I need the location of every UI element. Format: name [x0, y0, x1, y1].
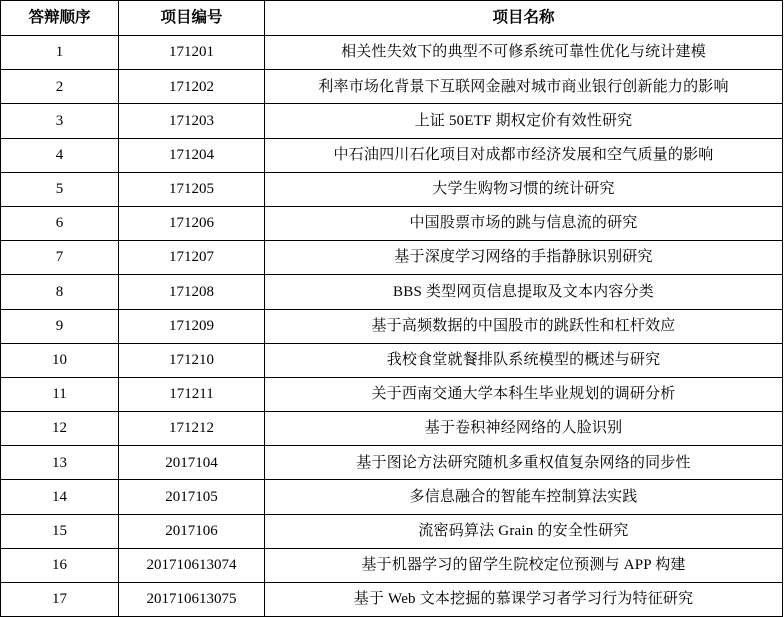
cell-order: 6	[1, 206, 119, 240]
table-row	[1, 241, 783, 275]
cell-project-id: 171205	[119, 172, 265, 206]
cell-order: 2	[1, 70, 119, 104]
cell-project-id: 171203	[119, 104, 265, 138]
cell-project-id: 201710613074	[119, 548, 265, 582]
cell-order: 1	[1, 36, 119, 70]
table-row	[1, 36, 783, 70]
column-header-project-id: 项目编号	[119, 1, 265, 36]
cell-project-title: 基于图论方法研究随机多重权值复杂网络的同步性	[265, 446, 783, 480]
cell-project-id: 2017106	[119, 514, 265, 548]
table-row	[1, 138, 783, 172]
table-row	[1, 480, 783, 514]
table-header-row	[1, 1, 783, 36]
cell-project-title: 基于机器学习的留学生院校定位预测与 APP 构建	[265, 548, 783, 582]
cell-project-title: 多信息融合的智能车控制算法实践	[265, 480, 783, 514]
cell-project-id: 171204	[119, 138, 265, 172]
table-row	[1, 548, 783, 582]
table-row	[1, 206, 783, 240]
cell-project-id: 2017105	[119, 480, 265, 514]
cell-project-id: 171211	[119, 377, 265, 411]
cell-order: 16	[1, 548, 119, 582]
table-row	[1, 172, 783, 206]
cell-project-title: 相关性失效下的典型不可修系统可靠性优化与统计建模	[265, 36, 783, 70]
cell-order: 8	[1, 275, 119, 309]
cell-order: 5	[1, 172, 119, 206]
cell-project-title: 基于卷积神经网络的人脸识别	[265, 412, 783, 446]
cell-order: 12	[1, 412, 119, 446]
cell-order: 10	[1, 343, 119, 377]
cell-project-title: 中国股票市场的跳与信息流的研究	[265, 206, 783, 240]
cell-project-title: 上证 50ETF 期权定价有效性研究	[265, 104, 783, 138]
table-row	[1, 412, 783, 446]
table-row	[1, 583, 783, 617]
cell-order: 4	[1, 138, 119, 172]
cell-project-id: 171210	[119, 343, 265, 377]
table-row	[1, 377, 783, 411]
cell-order: 17	[1, 583, 119, 617]
cell-order: 11	[1, 377, 119, 411]
table-row	[1, 514, 783, 548]
cell-order: 15	[1, 514, 119, 548]
column-header-order: 答辩顺序	[1, 1, 119, 36]
cell-order: 7	[1, 241, 119, 275]
cell-project-title: 基于高频数据的中国股市的跳跃性和杠杆效应	[265, 309, 783, 343]
cell-order: 14	[1, 480, 119, 514]
table-row	[1, 343, 783, 377]
cell-project-title: 我校食堂就餐排队系统模型的概述与研究	[265, 343, 783, 377]
cell-project-title: 流密码算法 Grain 的安全性研究	[265, 514, 783, 548]
cell-order: 13	[1, 446, 119, 480]
table-row	[1, 275, 783, 309]
cell-project-id: 171201	[119, 36, 265, 70]
cell-project-title: BBS 类型网页信息提取及文本内容分类	[265, 275, 783, 309]
cell-project-id: 171208	[119, 275, 265, 309]
cell-project-id: 171209	[119, 309, 265, 343]
cell-project-id: 171212	[119, 412, 265, 446]
cell-project-id: 201710613075	[119, 583, 265, 617]
table-body	[1, 36, 783, 617]
cell-order: 9	[1, 309, 119, 343]
cell-project-title: 大学生购物习惯的统计研究	[265, 172, 783, 206]
cell-project-title: 基于 Web 文本挖掘的慕课学习者学习行为特征研究	[265, 583, 783, 617]
cell-project-id: 171206	[119, 206, 265, 240]
table-header	[1, 1, 783, 36]
table-row	[1, 70, 783, 104]
column-header-project-title: 项目名称	[265, 1, 783, 36]
cell-project-id: 171202	[119, 70, 265, 104]
cell-project-title: 中石油四川石化项目对成都市经济发展和空气质量的影响	[265, 138, 783, 172]
table-row	[1, 104, 783, 138]
table-row	[1, 309, 783, 343]
cell-order: 3	[1, 104, 119, 138]
cell-project-title: 基于深度学习网络的手指静脉识别研究	[265, 241, 783, 275]
cell-project-id: 2017104	[119, 446, 265, 480]
table-row	[1, 446, 783, 480]
cell-project-title: 关于西南交通大学本科生毕业规划的调研分析	[265, 377, 783, 411]
cell-project-title: 利率市场化背景下互联网金融对城市商业银行创新能力的影响	[265, 70, 783, 104]
cell-project-id: 171207	[119, 241, 265, 275]
